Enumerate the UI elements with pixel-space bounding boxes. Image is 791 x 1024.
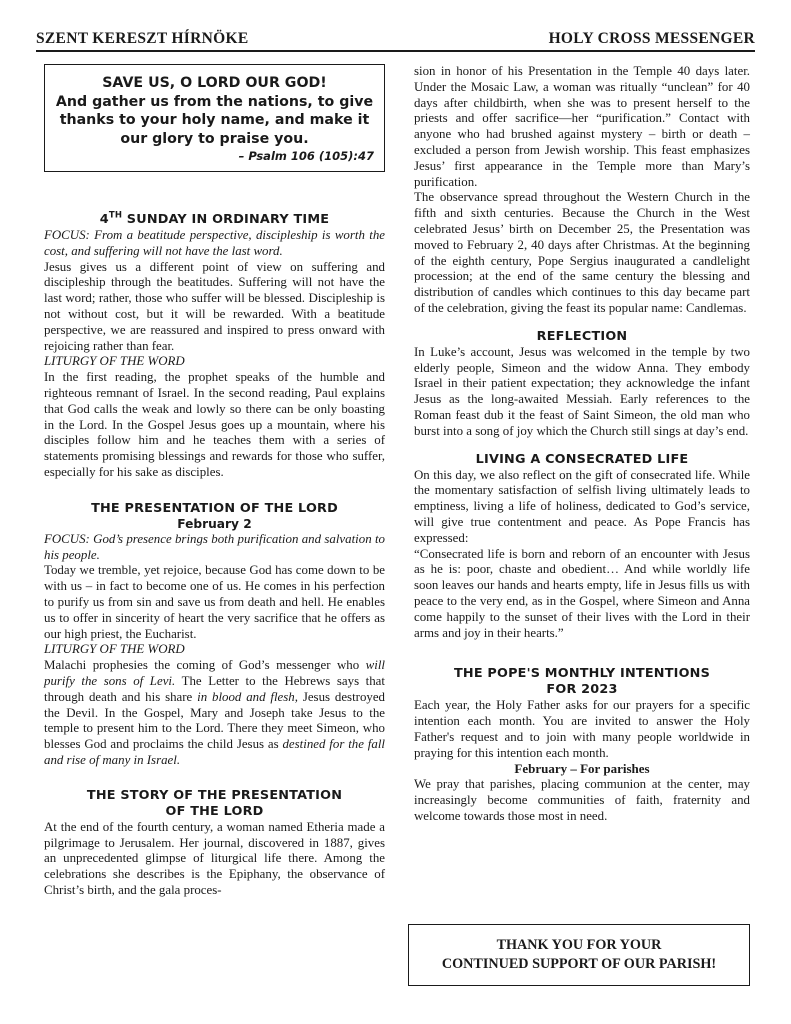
reflection-heading: REFLECTION xyxy=(536,328,628,344)
intentions-month-body: We pray that parishes, placing communion at the center, may increasingly become communities of faith, fraternity and welcome towards those most in need. xyxy=(414,777,750,824)
consecrated-heading: LIVING A CONSECRATED LIFE xyxy=(475,451,689,467)
left-column xyxy=(44,64,385,899)
consecrated-quote: “Consecrated life is born and reborn of an encounter with Jesus as he is: poor, chaste and obedient… And while worldly life soon leaves our hands and hearts empty, life in Jesus fills us with peace to the very end, as in the Gospel, where Simeon and Anna come happily to the sunset of their lives with the Lord in their arms and joy in their hearts.” xyxy=(414,546,750,640)
reflection-body: In Luke’s account, Jesus was welcomed in the temple by two elderly people, Simeon and the widow Anna. They embody Israel in their patient expectation; they acknowledge the infant Jesus as the long-awaited Messiah. Early references to the Roman feast dub it the feast of Saint Simeon, the old man who burst into a song of joy which the Church still sings at day’s end. xyxy=(414,344,750,438)
presentation-focus: FOCUS: God’s presence brings both purification and salvation to his people. xyxy=(44,531,385,562)
psalm-line-2: And gather us from the nations, to give thanks to your holy name, and make it our glory to praise you. xyxy=(55,93,374,147)
psalm-citation: – Psalm 106 (105):47 xyxy=(238,149,374,163)
psalm-line-1: SAVE US, O LORD OUR GOD! xyxy=(102,75,327,91)
sunday-liturgy-text: In the first reading, the prophet speaks of the humble and righteous remnant of Israel. In the second reading, Paul explains that God calls the weak and lowly so there can be only boasting in the Lord. In the Gospel Jesus goes up a mountain, where his disciples follow him and he teaches them with a series of statements promising blessings and rewards for those who suffer, especially for his sake as disciples. xyxy=(44,370,385,479)
sunday-heading-number: 4 xyxy=(99,212,109,227)
liturgy-italic-part: destined for the fall and rise of many in Israel. xyxy=(44,737,385,767)
liturgy-text-part: Malachi prophesies the coming of God’s messenger who xyxy=(44,658,366,673)
psalm-box xyxy=(44,64,385,172)
header-english-title: HOLY CROSS MESSENGER xyxy=(548,30,755,47)
presentation-liturgy-label: LITURGY OF THE WORD xyxy=(44,642,185,657)
sunday-heading xyxy=(44,212,385,228)
presentation-body: Today we tremble, yet rejoice, because God has come down to be with us – in fact to become one of us. He comes in his perfection to purify us from sin and save us from death and hell. He enables us to offer in sincerity of heart the very sacrifice that he offers as our high priest, the Eucharist. xyxy=(44,563,385,641)
presentation-date: February 2 xyxy=(177,516,252,531)
liturgy-text-part: Jesus destroyed the Devil. In the Gospel, Mary and Joseph take Jesus to the temple to present him to the Lord. There they meet Simeon, who blesses God and proclaims the child Jesus as xyxy=(44,689,385,752)
right-column xyxy=(414,64,750,825)
consecrated-body: On this day, we also reflect on the gift of consecrated life. While the momentary satisfaction of selfish living ultimately leads to emptiness, living a life of holiness, dedicated to God’s service, will give true contentment and peace. As Pope Francis has expressed: xyxy=(414,467,750,545)
header-hungarian-title: SZENT KERESZT HÍRNÖKE xyxy=(36,30,249,47)
presentation-liturgy-text xyxy=(44,658,385,769)
story-body-right-2: The observance spread throughout the Western Church in the fifth and sixth centuries. Because the Church in the West celebrated Jesus’ birth on December 25, the Presentation was moved to February 2, 40 days after Christmas. At the beginning of the eighth century, Pope Sergius inaugurated a candlelight procession; at the end of the same century the blessing and distribution of candles which continues to this day became part of the celebration, giving the feast its popular name: Candlemas. xyxy=(414,190,750,315)
intentions-heading-line-2: FOR 2023 xyxy=(546,682,618,698)
liturgy-italic-part: will purify the sons of Levi. xyxy=(44,658,385,688)
thank-you-line-2: CONTINUED SUPPORT OF OUR PARISH! xyxy=(441,956,717,972)
liturgy-italic-part: in blood and flesh, xyxy=(197,689,298,704)
presentation-heading: THE PRESENTATION OF THE LORD xyxy=(91,500,338,516)
intentions-body: Each year, the Holy Father asks for our prayers for a specific intention each month. You are invited to answer the Holy Father's request and to join with many people worldwide in praying for this intention each month. xyxy=(414,698,750,760)
sunday-liturgy-label: LITURGY OF THE WORD xyxy=(44,354,185,369)
intentions-month-heading: February – For parishes xyxy=(514,761,650,777)
story-heading-line-2: OF THE LORD xyxy=(165,803,264,819)
story-body-left: At the end of the fourth century, a woman named Etheria made a pilgrimage to Jerusalem. Her journal, discovered in 1887, gives an unprecedented glimpse of liturgical life there. Among the celebrations she describes is the Epiphany, the observance of Christ’s birth, and the gala proces- xyxy=(44,819,385,897)
story-heading-line-1: THE STORY OF THE PRESENTATION xyxy=(86,787,343,803)
sunday-heading-text: SUNDAY IN ORDINARY TIME xyxy=(122,212,330,227)
sunday-heading-ordinal: TH xyxy=(108,210,123,221)
liturgy-text-part: The Letter to the Hebrews says that through death and his share xyxy=(44,673,385,704)
header-divider xyxy=(36,50,755,52)
intentions-heading-line-1: THE POPE'S MONTHLY INTENTIONS xyxy=(454,666,710,682)
thank-you-line-1: THANK YOU FOR YOUR xyxy=(496,937,662,953)
sunday-body: Jesus gives us a different point of view on suffering and discipleship through the beatitudes. Suffering will not have the last word; rather, those who suffer will be blessed. Discipleship is not without cost, but it will be rewarded. With a beatitude perspective, we are reassured and inspired to press onward with rejoicing rather than fear. xyxy=(44,259,385,353)
sunday-focus: FOCUS: From a beatitude perspective, discipleship is worth the cost, and suffering will not have the last word. xyxy=(44,228,385,258)
thank-you-box xyxy=(408,924,750,986)
story-body-right-1: sion in honor of his Presentation in the Temple 40 days later. Under the Mosaic Law, a woman was ritually “unclean” for 40 days after childbirth, when she was to present herself to the priests and offer sacrifice—her “purification.” Contact with anyone who had brushed against mystery – birth or death – excluded a person from Jewish worship. This feast emphasizes Jesus’ first appearance in the Temple more than Mary’s purification. xyxy=(414,64,750,189)
